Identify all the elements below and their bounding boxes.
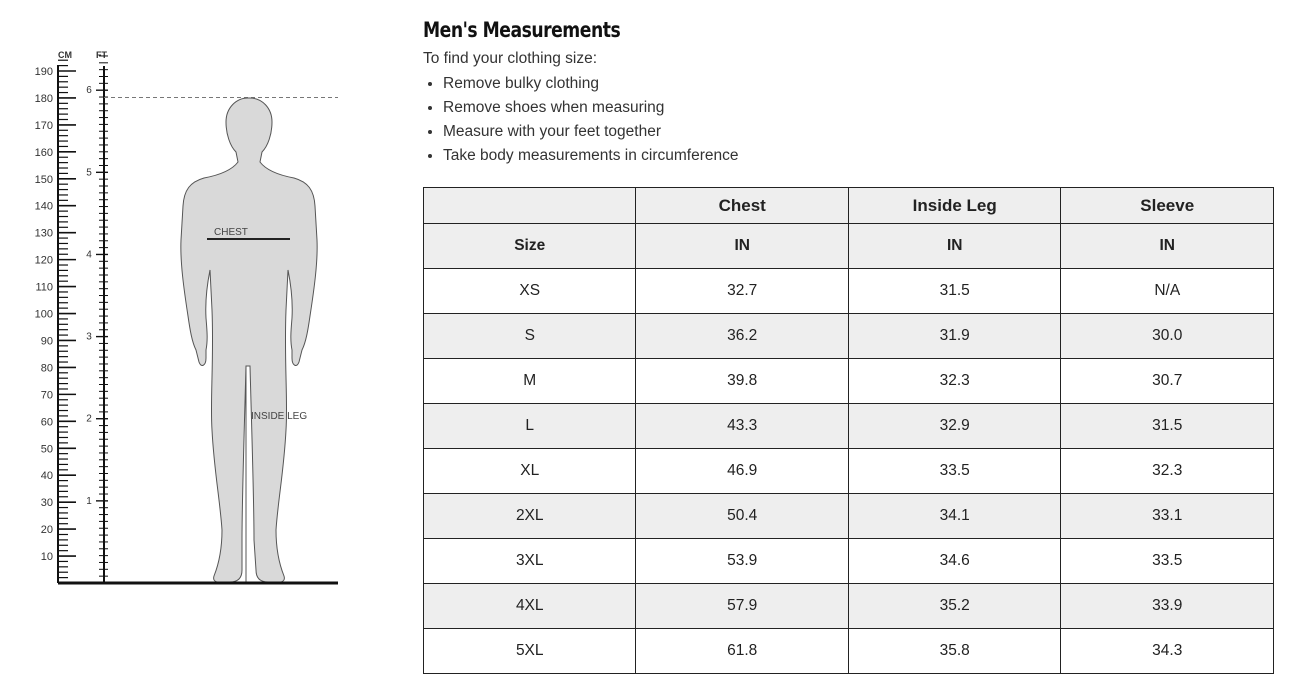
ft-tick-label: 5: [86, 167, 92, 179]
cell-sleeve: 34.3: [1061, 629, 1274, 674]
cell-chest: 36.2: [636, 314, 849, 359]
size-chart-table: [423, 187, 1274, 674]
human-silhouette-icon: [181, 98, 317, 583]
table-row: [424, 494, 1274, 539]
cell-inside-leg: 31.9: [848, 314, 1061, 359]
cell-sleeve: 31.5: [1061, 404, 1274, 449]
cell-size: XL: [424, 449, 636, 494]
header-sleeve: Sleeve: [1061, 188, 1274, 224]
cm-tick-label: 190: [34, 66, 53, 78]
cell-chest: 53.9: [636, 539, 849, 584]
header-chest: Chest: [636, 188, 849, 224]
intro-text: To find your clothing size:: [423, 50, 598, 67]
table-subheader-row: [424, 224, 1274, 269]
size-rows: [424, 269, 1274, 674]
ft-tick-label: 4: [86, 249, 92, 261]
header-blank: [424, 188, 636, 224]
cell-size: L: [424, 404, 636, 449]
table-row: [424, 404, 1274, 449]
cm-tick-label: 140: [34, 200, 53, 213]
cell-chest: 46.9: [636, 449, 849, 494]
list-item: • Measure with your feet together: [443, 120, 739, 144]
cell-inside-leg: 35.8: [848, 629, 1061, 674]
cm-tick-label: 110: [35, 281, 53, 294]
measuring-tips-list: [425, 72, 739, 168]
table-row: [424, 269, 1274, 314]
ft-tick-label: 1: [86, 495, 92, 507]
header-inside-leg: Inside Leg: [848, 188, 1061, 224]
table-row: [424, 449, 1274, 494]
cm-tick-label: 90: [40, 335, 53, 348]
cm-tick-label: 150: [34, 173, 53, 186]
cell-inside-leg: 31.5: [848, 269, 1061, 314]
cell-size: XS: [424, 269, 636, 314]
cm-tick-label: 130: [34, 227, 53, 240]
cell-inside-leg: 32.3: [848, 359, 1061, 404]
cell-inside-leg: 33.5: [848, 449, 1061, 494]
cell-chest: 43.3: [636, 404, 849, 449]
cm-unit-label: CM: [58, 50, 72, 60]
cell-chest: 32.7: [636, 269, 849, 314]
subheader-inside-leg-unit: IN: [848, 224, 1061, 269]
cm-tick-label: 160: [34, 146, 53, 159]
inside-leg-label: INSIDE LEG: [251, 411, 308, 422]
subheader-chest-unit: IN: [636, 224, 849, 269]
subheader-sleeve-unit: IN: [1061, 224, 1274, 269]
cell-size: 2XL: [424, 494, 636, 539]
cell-inside-leg: 34.6: [848, 539, 1061, 584]
cell-sleeve: 33.1: [1061, 494, 1274, 539]
cell-sleeve: 33.5: [1061, 539, 1274, 584]
cell-sleeve: 33.9: [1061, 584, 1274, 629]
cm-tick-label: 70: [40, 389, 53, 402]
cell-inside-leg: 32.9: [848, 404, 1061, 449]
ft-tick-label: 3: [86, 331, 92, 343]
table-row: [424, 584, 1274, 629]
ft-unit-label: FT: [96, 50, 107, 60]
cell-size: 5XL: [424, 629, 636, 674]
cell-inside-leg: 34.1: [848, 494, 1061, 539]
cm-tick-label: 30: [40, 497, 53, 510]
cell-sleeve: 30.0: [1061, 314, 1274, 359]
table-row: [424, 539, 1274, 584]
cell-sleeve: 30.7: [1061, 359, 1274, 404]
page-title: Men's Measurements: [423, 18, 621, 42]
height-scale-illustration: [0, 0, 380, 695]
cm-tick-label: 120: [34, 254, 53, 267]
table-row: [424, 629, 1274, 674]
cm-tick-label: 50: [40, 443, 53, 456]
cm-tick-label: 10: [40, 551, 53, 564]
table-row: [424, 314, 1274, 359]
ft-scale: [86, 56, 108, 583]
list-item: • Take body measurements in circumference: [443, 144, 739, 168]
cm-tick-label: 180: [34, 92, 53, 105]
list-item: • Remove shoes when measuring: [443, 96, 739, 120]
ft-tick-label: 6: [86, 85, 92, 97]
cell-inside-leg: 35.2: [848, 584, 1061, 629]
cell-size: S: [424, 314, 636, 359]
list-item: • Remove bulky clothing: [443, 72, 739, 96]
subheader-size: Size: [424, 224, 636, 269]
height-measurement-figure: [0, 0, 380, 695]
cell-chest: 50.4: [636, 494, 849, 539]
cm-tick-label: 40: [40, 470, 53, 483]
cell-chest: 39.8: [636, 359, 849, 404]
cm-tick-label: 60: [40, 416, 53, 429]
cell-sleeve: N/A: [1061, 269, 1274, 314]
cell-size: 3XL: [424, 539, 636, 584]
ft-tick-label: 2: [86, 413, 92, 425]
cm-tick-label: 20: [40, 524, 53, 537]
cm-tick-label: 80: [40, 362, 53, 375]
table-header-row: [424, 188, 1274, 224]
cell-size: 4XL: [424, 584, 636, 629]
chest-label: CHEST: [214, 227, 248, 238]
cm-scale: [35, 60, 76, 583]
cm-tick-label: 170: [34, 119, 53, 132]
cell-sleeve: 32.3: [1061, 449, 1274, 494]
table-row: [424, 359, 1274, 404]
cell-chest: 57.9: [636, 584, 849, 629]
cm-tick-label: 100: [34, 308, 53, 321]
cell-chest: 61.8: [636, 629, 849, 674]
cell-size: M: [424, 359, 636, 404]
